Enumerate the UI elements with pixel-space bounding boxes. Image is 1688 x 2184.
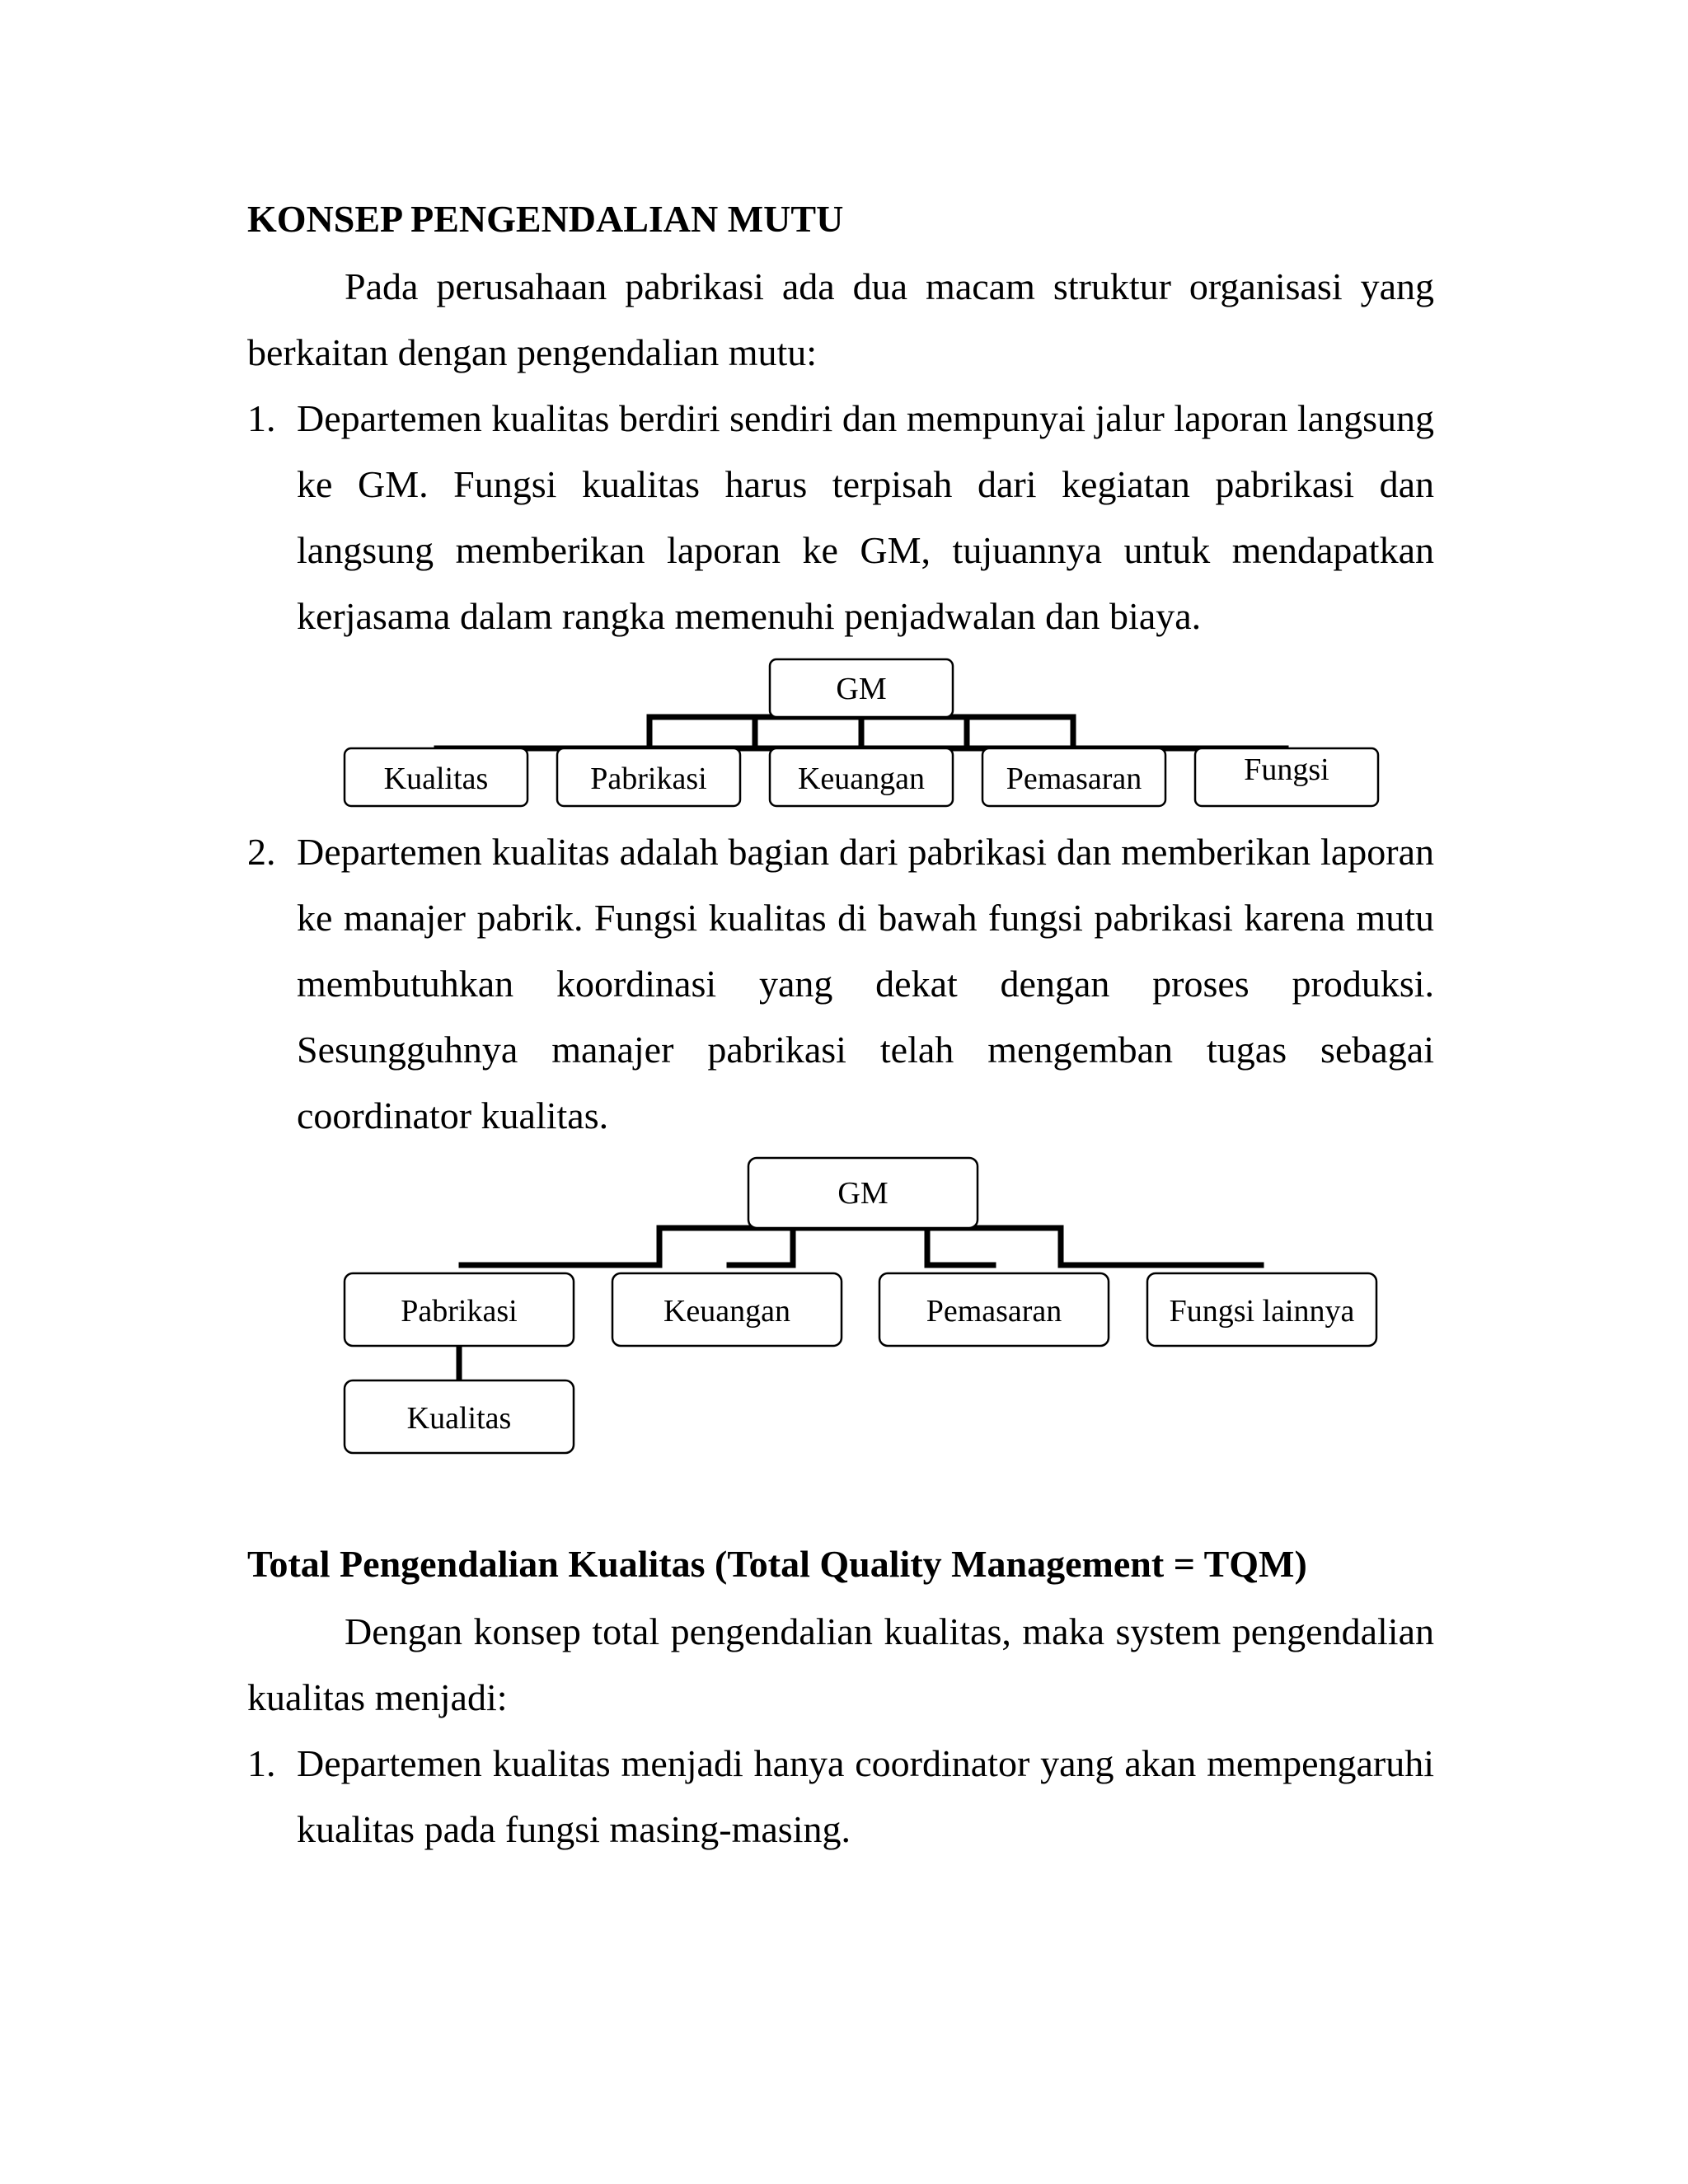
org-box-kualitas: [345, 1380, 574, 1453]
intro-paragraph: Dengan konsep total pengendalian kualitas, maka system pengendalian kualitas menjadi:: [247, 1610, 1434, 1718]
numbered-item: [247, 386, 1434, 649]
org-box-pemasaran: [982, 748, 1165, 806]
svg-text:Keuangan: Keuangan: [663, 1294, 791, 1329]
org-chart-1: [0, 651, 1688, 816]
org-box-pabrikasi: [557, 748, 740, 806]
svg-text:Pabrikasi: Pabrikasi: [590, 762, 707, 796]
section-title: KONSEP PENGENDALIAN MUTU: [247, 198, 844, 240]
list-item: [247, 1731, 1434, 1863]
org-box-kualitas: [345, 748, 528, 806]
org-box-fungsi: [1195, 748, 1378, 806]
org-chart-2: [0, 1150, 1688, 1463]
svg-text:GM: GM: [837, 1176, 889, 1211]
svg-text:Pemasaran: Pemasaran: [926, 1294, 1062, 1329]
list-text: Departemen kualitas menjadi hanya coordinator yang akan mempengaruhi kualitas pada fungsi masing-masing.: [297, 1742, 1434, 1850]
org-box-pemasaran: [879, 1273, 1109, 1346]
section-title: Total Pengendalian Kualitas (Total Quality Management = TQM): [247, 1543, 1307, 1585]
intro-paragraph: Pada perusahaan pabrikasi ada dua macam struktur organisasi yang berkaitan dengan pengendalian mutu:: [247, 265, 1434, 373]
svg-text:Keuangan: Keuangan: [797, 762, 926, 796]
list-number: 1.: [247, 1742, 276, 1784]
numbered-item: [247, 819, 1434, 1149]
org-box-keuangan: [770, 748, 953, 806]
list-item: [247, 819, 1434, 1149]
svg-text:Fungsi lainnya: Fungsi lainnya: [1169, 1294, 1355, 1329]
list-text: Departemen kualitas adalah bagian dari pabrikasi dan memberikan laporan ke manajer pabrik. Fungsi kualitas di bawah fungsi pabrikasi karena mutu membutuhkan koordinasi yang dekat dengan proses produksi. Sesungguhnya manajer pabrikasi telah mengemban tugas sebagai coordinator kualitas.: [297, 831, 1434, 1137]
list-number: 2.: [247, 831, 276, 873]
svg-text:Fungsi: Fungsi: [1244, 752, 1329, 787]
svg-text:GM: GM: [836, 672, 887, 706]
svg-text:Kualitas: Kualitas: [383, 762, 489, 796]
numbered-item: [247, 1731, 1434, 1863]
org-box-pabrikasi: [345, 1273, 574, 1346]
org-box-gm: [748, 1158, 978, 1228]
org-box-keuangan: [612, 1273, 842, 1346]
org-box-gm: [770, 659, 953, 717]
list-item: [247, 386, 1434, 649]
svg-text:Pemasaran: Pemasaran: [1006, 762, 1142, 796]
org-box-fungsi-lainnya: [1147, 1273, 1376, 1346]
svg-text:Pabrikasi: Pabrikasi: [401, 1294, 518, 1329]
list-text: Departemen kualitas berdiri sendiri dan mempunyai jalur laporan langsung ke GM. Fungsi kualitas harus terpisah dari kegiatan pabrikasi dan langsung memberikan laporan ke GM, tujuannya untuk mendapatkan kerjasama dalam rangka memenuhi penjadwalan dan biaya.: [297, 397, 1434, 637]
svg-text:Kualitas: Kualitas: [406, 1401, 512, 1436]
list-number: 1.: [247, 397, 276, 439]
